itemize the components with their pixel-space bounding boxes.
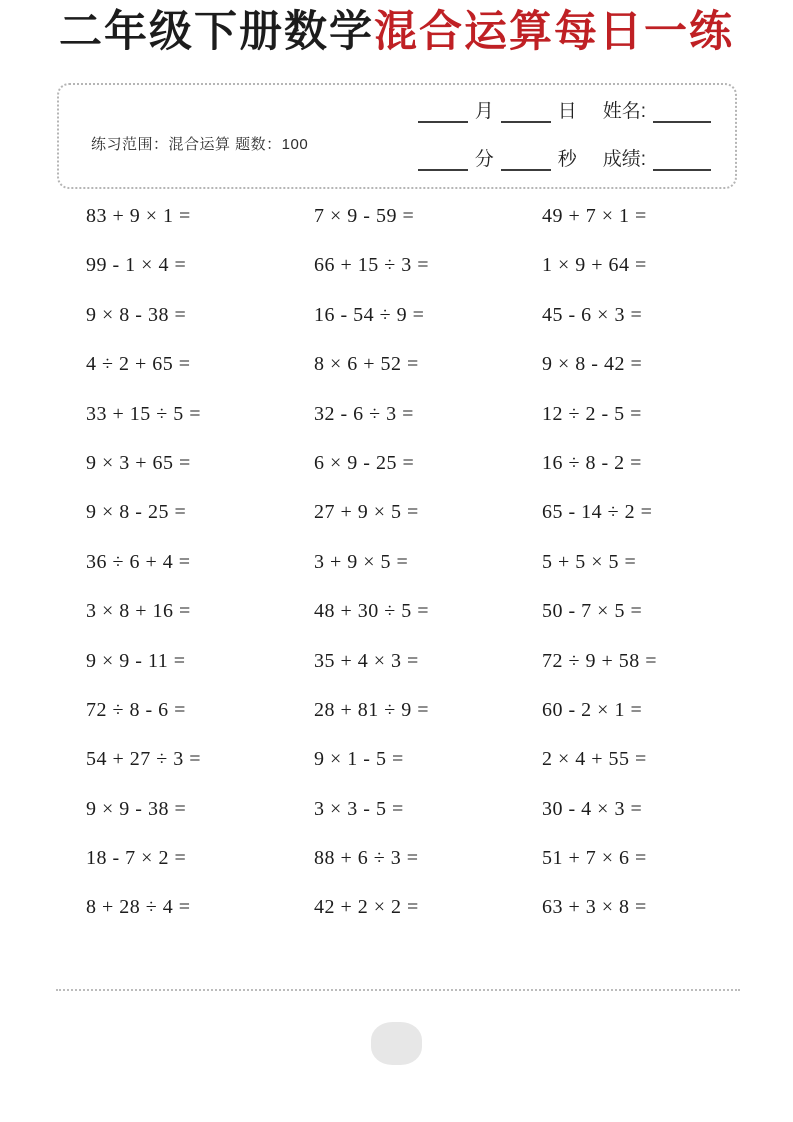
title-black-part: 二年级下册数学 — [59, 8, 374, 56]
page-thumb-blob — [371, 1022, 422, 1065]
problem-cell: 16 - 54 ÷ 9 = — [314, 303, 425, 326]
problem-cell: 5 + 5 × 5 = — [542, 550, 637, 573]
problem-cell: 7 × 9 - 59 = — [314, 205, 415, 227]
minute-blank-line — [418, 147, 468, 171]
problem-cell: 9 × 9 - 11 = — [86, 649, 186, 672]
problem-cell: 3 × 3 - 5 = — [314, 797, 404, 820]
problem-cell: 33 + 15 ÷ 5 = — [86, 402, 202, 425]
problem-cell: 36 ÷ 6 + 4 = — [86, 550, 191, 573]
problem-cell: 3 × 8 + 16 = — [86, 600, 191, 623]
info-box — [57, 83, 737, 189]
score-label: 成绩: — [602, 149, 646, 170]
problem-cell: 99 - 1 × 4 = — [86, 254, 187, 277]
problem-cell: 6 × 9 - 25 = — [314, 451, 415, 474]
problems-grid — [86, 203, 657, 944]
problem-cell: 9 × 3 + 65 = — [86, 451, 191, 474]
problem-cell: 32 - 6 ÷ 3 = — [314, 402, 414, 425]
second-blank-line — [501, 147, 551, 171]
problem-cell: 72 ÷ 8 - 6 = — [86, 698, 186, 721]
problem-cell: 66 + 15 ÷ 3 = — [314, 254, 430, 277]
second-label: 秒 — [557, 149, 577, 170]
problem-cell: 49 + 7 × 1 = — [542, 205, 647, 227]
month-label: 月 — [474, 101, 494, 122]
problem-cell: 9 × 8 - 25 = — [86, 501, 187, 524]
problem-cell: 88 + 6 ÷ 3 = — [314, 847, 419, 870]
problem-cell: 42 + 2 × 2 = — [314, 896, 419, 919]
date-name-row — [411, 95, 711, 123]
problem-cell: 27 + 9 × 5 = — [314, 501, 419, 524]
problem-cell: 9 × 1 - 5 = — [314, 748, 404, 771]
minute-label: 分 — [474, 149, 494, 170]
problem-cell: 16 ÷ 8 - 2 = — [542, 451, 642, 474]
problem-cell: 72 ÷ 9 + 58 = — [542, 649, 658, 672]
problem-cell: 8 × 6 + 52 = — [314, 353, 419, 376]
problem-cell: 65 - 14 ÷ 2 = — [542, 501, 653, 524]
problem-cell: 3 + 9 × 5 = — [314, 550, 409, 573]
bottom-separator — [56, 989, 740, 991]
time-score-row — [411, 143, 711, 171]
problem-cell: 48 + 30 ÷ 5 = — [314, 600, 430, 623]
problem-cell: 12 ÷ 2 - 5 = — [542, 402, 642, 425]
problem-cell: 4 ÷ 2 + 65 = — [86, 353, 191, 376]
problem-cell: 28 + 81 ÷ 9 = — [314, 698, 430, 721]
problem-cell: 51 + 7 × 6 = — [542, 847, 647, 870]
name-blank-line — [653, 99, 711, 123]
problem-cell: 45 - 6 × 3 = — [542, 303, 643, 326]
problem-cell: 83 + 9 × 1 = — [86, 205, 191, 227]
problem-cell: 60 - 2 × 1 = — [542, 698, 643, 721]
practice-scope-label: 练习范围：混合运算 题数：100 — [91, 136, 309, 153]
problem-cell: 54 + 27 ÷ 3 = — [86, 748, 202, 771]
fill-in-area — [411, 95, 711, 171]
day-blank-line — [501, 99, 551, 123]
month-blank-line — [418, 99, 468, 123]
problem-cell: 9 × 8 - 42 = — [542, 353, 643, 376]
problem-cell: 9 × 9 - 38 = — [86, 797, 187, 820]
problem-cell: 18 - 7 × 2 = — [86, 847, 187, 870]
day-label: 日 — [557, 101, 577, 122]
problem-cell: 1 × 9 + 64 = — [542, 254, 647, 277]
problem-cell: 9 × 8 - 38 = — [86, 303, 187, 326]
problem-cell: 63 + 3 × 8 = — [542, 896, 647, 919]
problem-cell: 35 + 4 × 3 = — [314, 649, 419, 672]
problem-cell: 50 - 7 × 5 = — [542, 600, 643, 623]
name-label: 姓名: — [602, 101, 646, 122]
score-blank-line — [653, 147, 711, 171]
page-title — [0, 6, 793, 60]
title-red-part: 混合运算每日一练 — [374, 8, 734, 56]
problem-cell: 2 × 4 + 55 = — [542, 748, 647, 771]
problem-cell: 8 + 28 ÷ 4 = — [86, 896, 191, 919]
problem-cell: 30 - 4 × 3 = — [542, 797, 643, 820]
